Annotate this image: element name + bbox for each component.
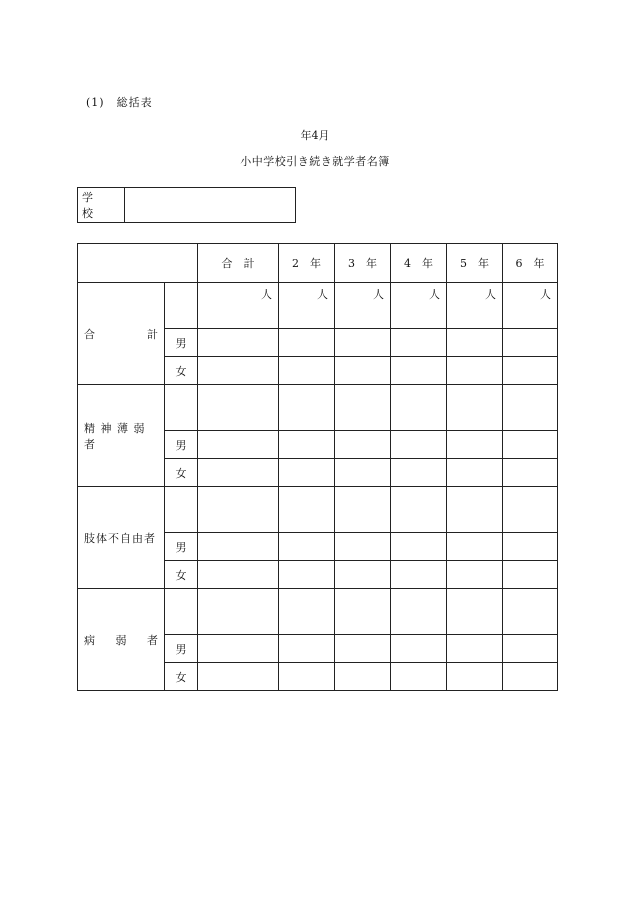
data-cell[interactable] [447, 385, 503, 431]
category-label-part: 弱 [115, 633, 127, 647]
female-label: 女 [165, 357, 198, 385]
data-cell[interactable] [198, 533, 279, 561]
data-cell[interactable] [503, 357, 558, 385]
male-label: 男 [165, 635, 198, 663]
data-cell[interactable] [503, 533, 558, 561]
data-cell[interactable] [335, 561, 391, 589]
school-label: 学 校 [78, 188, 125, 222]
data-cell[interactable] [279, 533, 335, 561]
data-cell[interactable] [447, 663, 503, 691]
category-physical-label [78, 487, 165, 589]
data-cell[interactable] [335, 635, 391, 663]
data-cell[interactable] [503, 663, 558, 691]
data-cell[interactable] [335, 487, 391, 533]
data-cell[interactable] [503, 635, 558, 663]
data-cell[interactable] [198, 663, 279, 691]
data-cell[interactable] [447, 561, 503, 589]
data-cell[interactable] [335, 533, 391, 561]
category-blank-cell [165, 487, 198, 533]
category-label-wrap [84, 326, 164, 342]
data-cell[interactable] [391, 431, 447, 459]
unit-cell[interactable]: 人 [447, 283, 503, 329]
data-cell[interactable] [447, 459, 503, 487]
unit-cell[interactable]: 人 [503, 283, 558, 329]
category-label-part: 精 神 薄 弱 者 [84, 421, 146, 451]
category-label-wrap [84, 632, 164, 648]
data-cell[interactable] [391, 561, 447, 589]
data-cell[interactable] [503, 459, 558, 487]
data-cell[interactable] [279, 431, 335, 459]
male-label: 男 [165, 533, 198, 561]
header-total: 合 計 [198, 244, 279, 283]
data-cell[interactable] [279, 663, 335, 691]
category-label-wrap [84, 530, 164, 546]
category-blank-cell [165, 385, 198, 431]
female-label: 女 [165, 459, 198, 487]
data-cell[interactable] [391, 385, 447, 431]
data-cell[interactable] [198, 487, 279, 533]
male-label: 男 [165, 431, 198, 459]
category-illness-label [78, 589, 165, 691]
data-cell[interactable] [279, 385, 335, 431]
category-label-part: 計 [147, 327, 158, 341]
data-cell[interactable] [335, 385, 391, 431]
data-cell[interactable] [447, 635, 503, 663]
data-cell[interactable] [503, 487, 558, 533]
data-cell[interactable] [447, 329, 503, 357]
header-grade-5: 5 年 [447, 244, 503, 283]
data-cell[interactable] [279, 589, 335, 635]
female-label: 女 [165, 663, 198, 691]
data-cell[interactable] [279, 357, 335, 385]
header-corner-cell [78, 244, 198, 283]
header-grade-6: 6 年 [503, 244, 558, 283]
section-title: (1) 総括表 [86, 96, 153, 109]
category-blank-cell [165, 283, 198, 329]
data-cell[interactable] [198, 357, 279, 385]
data-cell[interactable] [279, 561, 335, 589]
table-row [78, 283, 558, 329]
category-label-part: 合 [84, 327, 95, 341]
data-cell[interactable] [447, 357, 503, 385]
table-row [78, 487, 558, 533]
data-cell[interactable] [391, 487, 447, 533]
data-cell[interactable] [335, 589, 391, 635]
data-cell[interactable] [335, 431, 391, 459]
data-cell[interactable] [198, 589, 279, 635]
data-cell[interactable] [279, 635, 335, 663]
male-label: 男 [165, 329, 198, 357]
data-cell[interactable] [279, 487, 335, 533]
data-cell[interactable] [447, 533, 503, 561]
female-label: 女 [165, 561, 198, 589]
data-cell[interactable] [198, 459, 279, 487]
data-cell[interactable] [447, 487, 503, 533]
data-cell[interactable] [198, 385, 279, 431]
header-grade-2: 2 年 [279, 244, 335, 283]
category-label-part: 病 [84, 633, 95, 647]
data-cell[interactable] [335, 357, 391, 385]
table-row [78, 385, 558, 431]
school-box [77, 187, 296, 223]
data-cell[interactable] [335, 663, 391, 691]
unit-cell[interactable]: 人 [335, 283, 391, 329]
data-cell[interactable] [391, 459, 447, 487]
category-label-wrap [84, 420, 164, 452]
category-total-label [78, 283, 165, 385]
data-cell[interactable] [198, 431, 279, 459]
data-cell[interactable] [198, 329, 279, 357]
data-cell[interactable] [391, 663, 447, 691]
data-cell[interactable] [503, 561, 558, 589]
data-cell[interactable] [503, 589, 558, 635]
data-cell[interactable] [503, 329, 558, 357]
table-header-row [78, 244, 558, 283]
category-label-part: 肢体不自由者 [84, 531, 156, 545]
data-cell[interactable] [391, 329, 447, 357]
data-cell[interactable] [198, 561, 279, 589]
category-blank-cell [165, 589, 198, 635]
table-row [78, 589, 558, 635]
school-name-field[interactable] [126, 188, 295, 222]
data-cell[interactable] [279, 459, 335, 487]
data-cell[interactable] [198, 635, 279, 663]
category-mental-label [78, 385, 165, 487]
data-cell[interactable] [447, 589, 503, 635]
data-cell[interactable] [503, 385, 558, 431]
data-cell[interactable] [391, 357, 447, 385]
unit-cell[interactable]: 人 [279, 283, 335, 329]
category-label-part: 者 [147, 633, 158, 647]
data-cell[interactable] [391, 533, 447, 561]
header-grade-4: 4 年 [391, 244, 447, 283]
summary-table [77, 243, 558, 691]
data-cell[interactable] [503, 431, 558, 459]
header-grade-3: 3 年 [335, 244, 391, 283]
data-cell[interactable] [447, 431, 503, 459]
data-cell[interactable] [279, 329, 335, 357]
document-date: 年4月 [300, 129, 330, 142]
unit-cell[interactable]: 人 [198, 283, 279, 329]
data-cell[interactable] [391, 635, 447, 663]
document-title: 小中学校引き続き就学者名簿 [240, 155, 390, 168]
data-cell[interactable] [335, 459, 391, 487]
unit-cell[interactable]: 人 [391, 283, 447, 329]
data-cell[interactable] [335, 329, 391, 357]
data-cell[interactable] [391, 589, 447, 635]
